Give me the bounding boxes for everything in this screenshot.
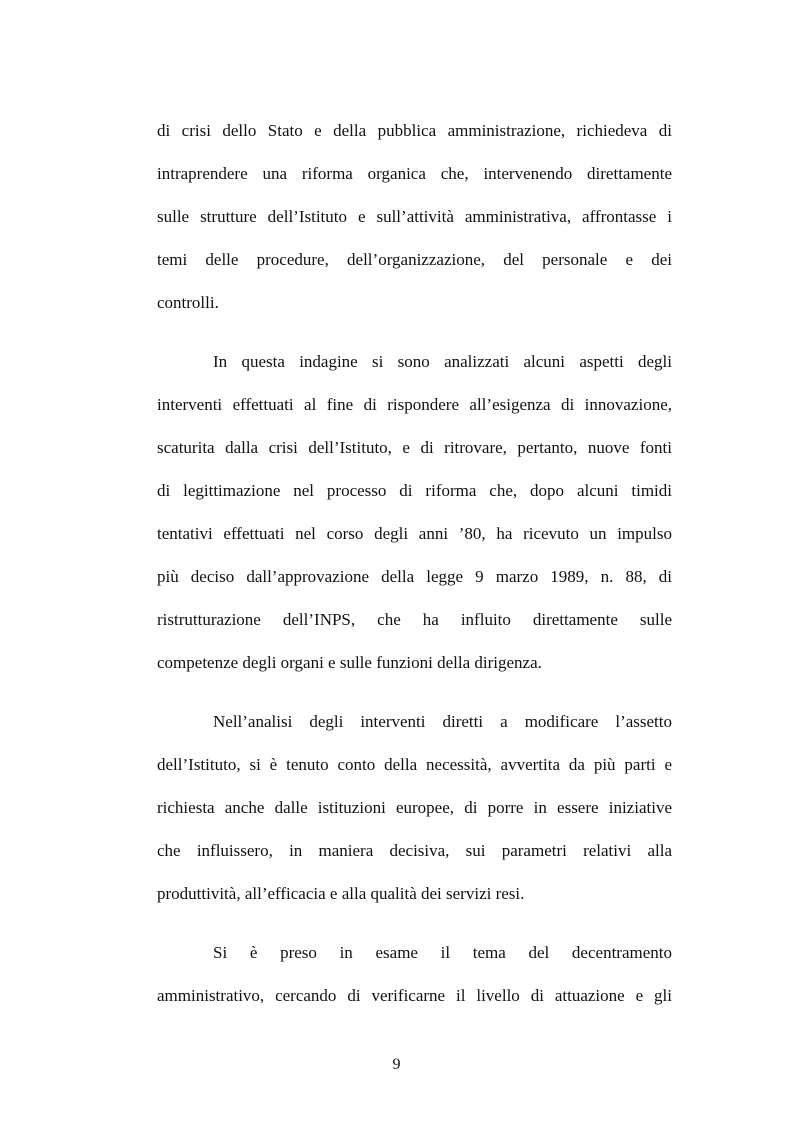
text-line: temi delle procedure, dell’organizzazione, del personale e dei (157, 250, 672, 269)
text-line: amministrativo, cercando di verificarne il livello di attuazione e gli (157, 986, 672, 1005)
page-number: 9 (392, 1056, 401, 1073)
text-line: produttività, all’efficacia e alla qualità dei servizi resi. (157, 884, 525, 903)
text-line: che influissero, in maniera decisiva, sui parametri relativi alla (157, 841, 672, 860)
text-line: Nell’analisi degli interventi diretti a modificare l’assetto (213, 712, 672, 731)
text-line: intraprendere una riforma organica che, intervenendo direttamente (157, 164, 672, 183)
text-line: competenze degli organi e sulle funzioni della dirigenza. (157, 653, 542, 672)
text-line: ristrutturazione dell’INPS, che ha influito direttamente sulle (157, 610, 672, 629)
text-line: più deciso dall’approvazione della legge 9 marzo 1989, n. 88, di (157, 567, 672, 586)
text-line: richiesta anche dalle istituzioni europee, di porre in essere iniziative (157, 798, 672, 817)
text-line: di legittimazione nel processo di riforma che, dopo alcuni timidi (157, 481, 672, 500)
text-line: interventi effettuati al fine di rispondere all’esigenza di innovazione, (157, 395, 672, 414)
text-line: In questa indagine si sono analizzati alcuni aspetti degli (213, 352, 672, 371)
text-line: Si è preso in esame il tema del decentramento (213, 943, 672, 962)
text-line: dell’Istituto, si è tenuto conto della necessità, avvertita da più parti e (157, 755, 672, 774)
text-line: di crisi dello Stato e della pubblica amministrazione, richiedeva di (157, 121, 672, 140)
text-line: scaturita dalla crisi dell’Istituto, e di ritrovare, pertanto, nuove fonti (157, 438, 672, 457)
text-line: sulle strutture dell’Istituto e sull’attività amministrativa, affrontasse i (157, 207, 672, 226)
text-line: controlli. (157, 293, 219, 312)
text-line: tentativi effettuati nel corso degli anni ’80, ha ricevuto un impulso (157, 524, 672, 543)
